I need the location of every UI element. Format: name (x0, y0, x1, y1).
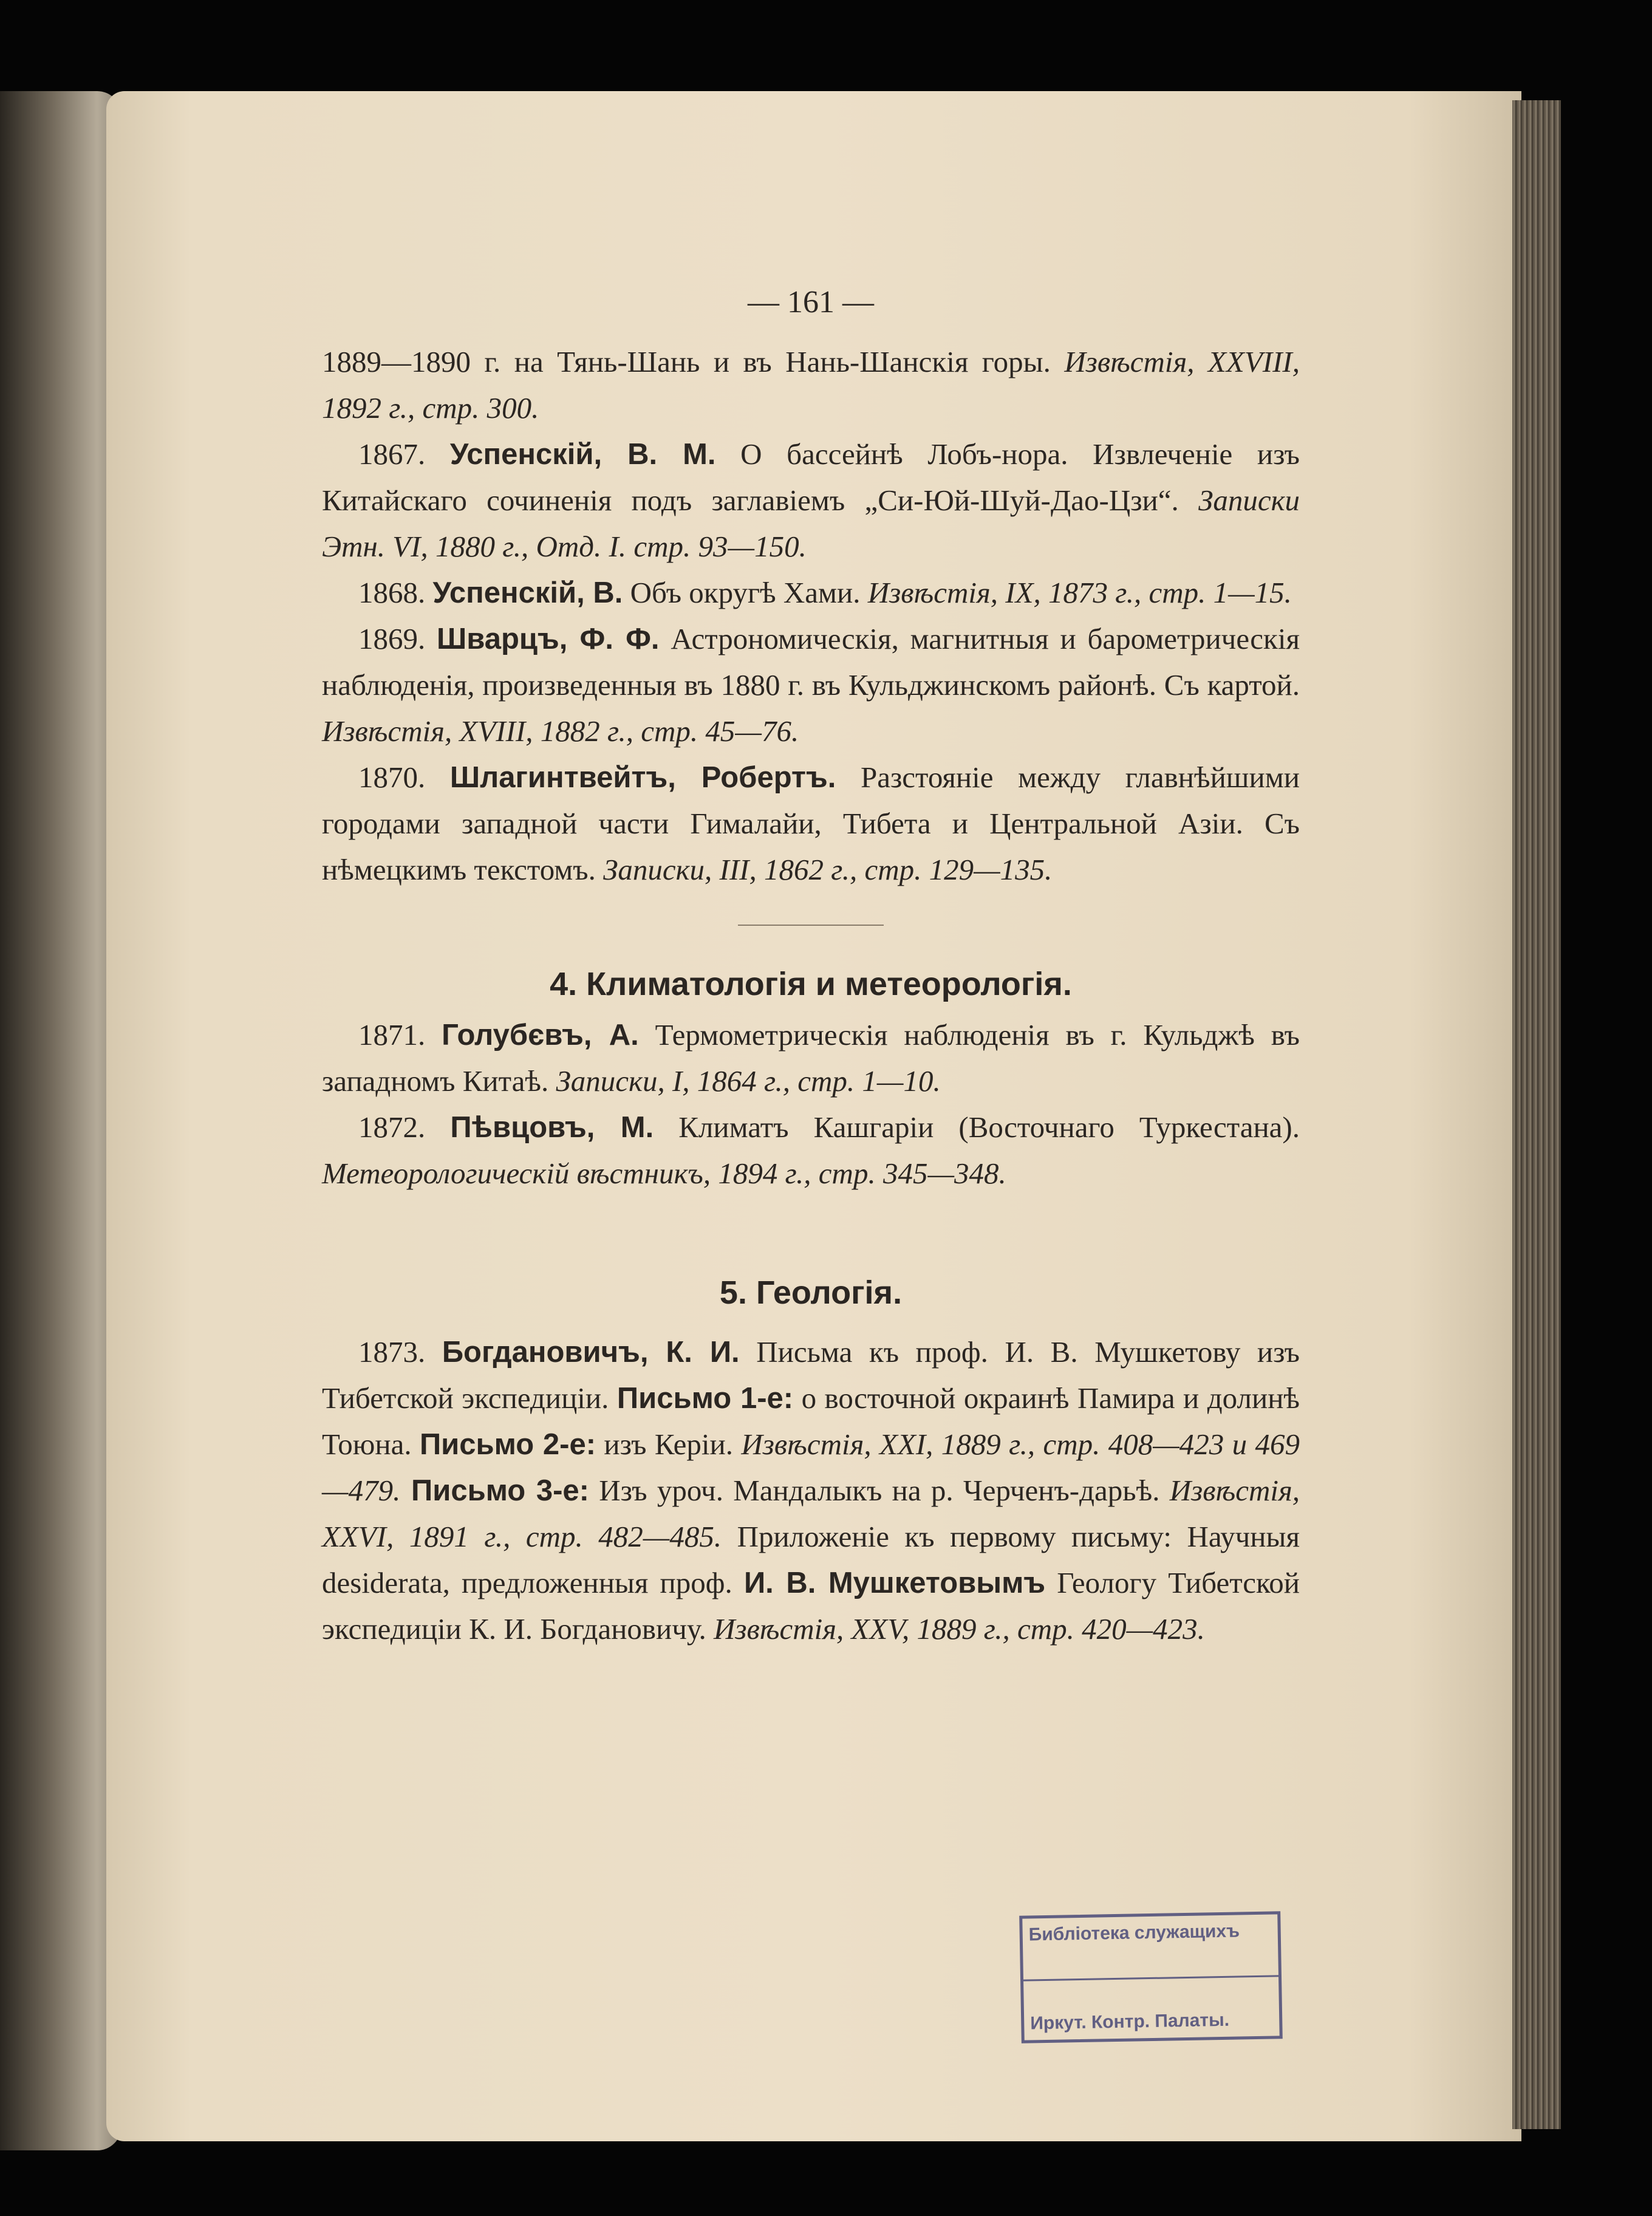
entry-text: Письма къ проф. И. В. Мушкетову изъ Тибетской экспедиціи. (322, 1335, 1300, 1415)
entry-number: 1873. (358, 1335, 426, 1369)
section-divider (738, 925, 884, 926)
page-number: — 161 — (748, 285, 874, 320)
entry-source: Извѣстія, XVIII, 1882 г., стр. 45—76. (322, 714, 799, 748)
entry-source: Извѣстія, IX, 1873 г., стр. 1—15. (867, 576, 1292, 609)
library-stamp (1019, 1911, 1283, 2043)
entry-number: 1869. (358, 622, 426, 655)
entry-source: Метеорологическій вѣстникъ, 1894 г., стр. 345—348. (322, 1157, 1006, 1190)
entry-author: Успенскій, В. М. (449, 438, 716, 471)
entry-text: Приложеніе къ первому письму: Научныя desiderata, предложенныя проф. (322, 1520, 1300, 1599)
page-content (322, 279, 1300, 1652)
entry-1871 (322, 1012, 1300, 1104)
entry-1867 (322, 431, 1300, 570)
entry-text: изъ Керіи. (596, 1428, 742, 1461)
entry-author: Пѣвцовъ, М. (450, 1111, 654, 1144)
entry-author: Шлагинтвейтъ, Робертъ. (449, 761, 836, 794)
entry-continued (322, 339, 1300, 431)
entry-source: Записки Этн. VI, 1880 г., Отд. I. стр. 93—150. (322, 484, 1300, 563)
entry-text: Объ округѣ Хами. (623, 576, 868, 609)
entry-text: Разстояніе между главнѣйшими городами западной части Гималайи, Тибета и Центральной Азіи. Съ нѣмецкимъ текстомъ. (322, 761, 1300, 886)
letter-label: Письмо 1-е: (616, 1382, 794, 1415)
stamp-divider (1023, 1975, 1278, 1981)
entry-1868 (322, 570, 1300, 616)
entry-source: Извѣстія, XXVIII, 1892 г., стр. 300. (322, 345, 1300, 425)
stamp-line-2: Иркут. Контр. Палаты. (1030, 2009, 1230, 2034)
left-page-edge (0, 91, 121, 2150)
entry-text: Термометрическія наблюденія въ г. Кульджѣ въ западномъ Китаѣ. (322, 1018, 1300, 1098)
entry-text: Климатъ Кашгаріи (Восточнаго Туркестана). (654, 1110, 1300, 1144)
entry-text: Геологу Тибетской экспедиціи К. И. Богдановичу. (322, 1566, 1300, 1646)
entry-number: 1871. (358, 1018, 426, 1052)
entry-source: Записки, III, 1862 г., стр. 129—135. (603, 853, 1053, 886)
entry-1873 (322, 1329, 1300, 1652)
entry-number: 1870. (358, 761, 426, 794)
letter-label: Письмо 3-е: (400, 1474, 590, 1507)
entry-text: Астрономическія, магнитныя и барометрическія наблюденія, произведенныя въ 1880 г. въ Кульджинскомъ районѣ. Съ картой. (322, 622, 1300, 702)
entry-text: О бассейнѣ Лобъ-нора. Извлеченіе изъ Китайскаго сочиненія подъ заглавіемъ „Си-Юй-Шуй-Дао-Цзи“. (322, 437, 1300, 517)
entry-source: Извѣстія, XXVI, 1891 г., стр. 482—485. (322, 1474, 1300, 1553)
entry-text: о восточной окраинѣ Памира и долинѣ Тоюна. (322, 1381, 1300, 1461)
entry-source: Извѣстія, XXV, 1889 г., стр. 420—423. (714, 1612, 1205, 1646)
page-edges (1512, 100, 1561, 2129)
entry-text: 1889—1890 г. на Тянь-Шань и въ Нань-Шанскія горы. (322, 345, 1065, 378)
entry-author: Богдановичъ, К. И. (442, 1336, 740, 1369)
entry-author: И. В. Мушкетовымъ (743, 1567, 1046, 1599)
stamp-line-1: Библіотека служащихъ (1028, 1921, 1240, 1945)
entry-1870 (322, 754, 1300, 893)
entry-author: Успенскій, В. (432, 576, 623, 609)
entry-source: Извѣстія, XXI, 1889 г., стр. 408—423 и 469—479. (322, 1428, 1300, 1507)
section-heading-geology: 5. Геологія. (719, 1274, 903, 1311)
letter-label: Письмо 2-е: (419, 1428, 596, 1461)
entry-number: 1868. (358, 576, 426, 609)
entry-1869 (322, 616, 1300, 754)
entry-1872 (322, 1104, 1300, 1197)
entry-author: Голубєвъ, А. (442, 1019, 639, 1052)
section-heading-climatology: 4. Климатологія и метеорологія. (550, 966, 1072, 1002)
entry-number: 1872. (358, 1110, 426, 1144)
entry-source: Записки, I, 1864 г., стр. 1—10. (556, 1064, 941, 1098)
entry-number: 1867. (358, 437, 426, 471)
entry-text: Изъ уроч. Мандалыкъ на р. Черченъ-дарьѣ. (589, 1474, 1170, 1507)
entry-author: Шварцъ, Ф. Ф. (437, 623, 660, 655)
